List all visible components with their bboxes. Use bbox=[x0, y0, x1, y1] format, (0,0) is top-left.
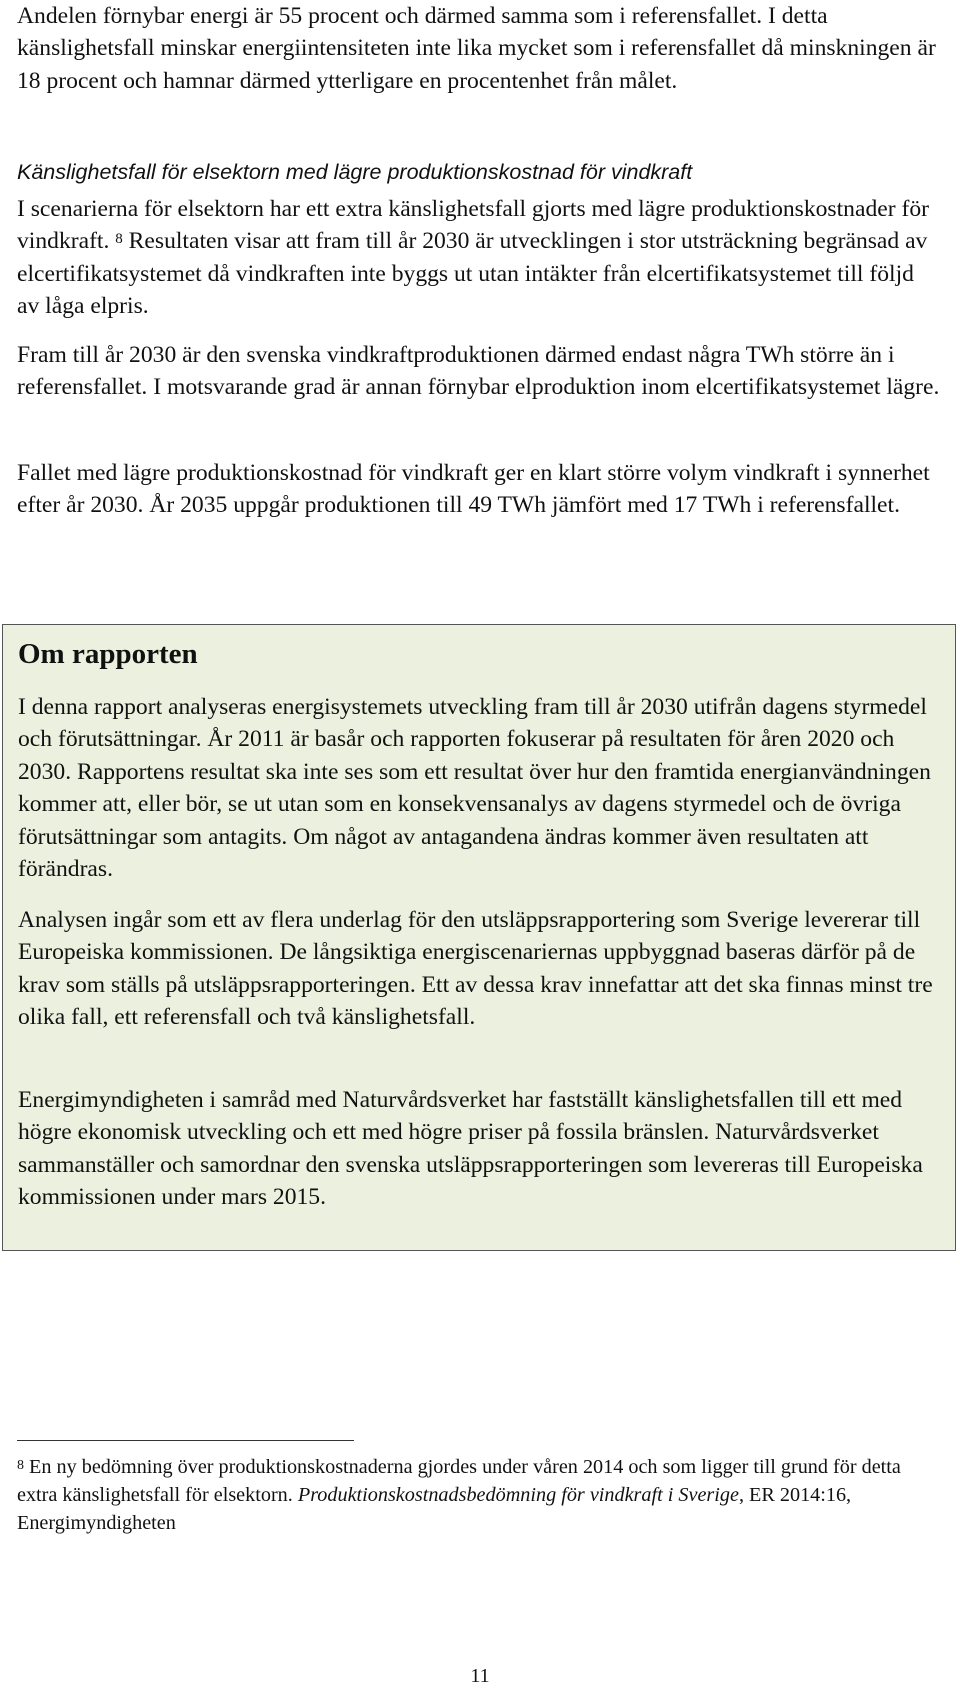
footnote-number: 8 bbox=[17, 1458, 24, 1473]
wind-paragraph-3: Fallet med lägre produktionskostnad för vindkraft ger en klart större volym vindkraft i synnerhet efter år 2030. År 2035 uppgår produktionen till 49 TWh jämfört med 17 TWh i referensfallet. bbox=[17, 460, 930, 519]
about-paragraph-1: I denna rapport analyseras energisystemets utveckling fram till år 2030 utifrån dagens styrmedel och förutsättningar. År 2011 är basår och rapporten fokuserar på resultaten för åren 2020 och 2030. Rapportens resultat ska inte ses som ett resultat över hur den framtida energianvändningen kommer att, eller bör, se ut utan som en konsekvensanalys av dagens styrmedel och de övriga förutsättningar som antagits. Om något av antagandena ändras kommer även resultaten att förändras. bbox=[18, 694, 931, 883]
footnote-separator bbox=[17, 1440, 354, 1441]
wind-paragraph-1-start: I scenarierna för elsektorn har ett extra känslighetsfall gjorts med lägre produktionskostnader för vindkraft. bbox=[17, 196, 929, 255]
section-heading: Känslighetsfall för elsektorn med lägre produktionskostnad för vindkraft bbox=[17, 160, 693, 184]
footnote-reference[interactable]: 8 bbox=[115, 231, 123, 248]
about-report-title: Om rapporten bbox=[18, 638, 198, 670]
footnote-citation-title: Produktionskostnadsbedömning för vindkraft i Sverige bbox=[297, 1484, 739, 1506]
wind-paragraph-1-end: Resultaten visar att fram till år 2030 är utvecklingen i stor utsträckning begränsad av elcertifikatsystemet då vindkraften inte byggs ut utan intäkter från elcertifikatsystemet till följd av låga elpris. bbox=[17, 228, 928, 320]
footnote bbox=[17, 1453, 942, 1537]
page-number: 11 bbox=[470, 1665, 490, 1687]
wind-paragraph-2: Fram till år 2030 är den svenska vindkraftproduktionen därmed endast några TWh större än i referensfallet. I motsvarande grad är annan förnybar elproduktion inom elcertifikatsystemet lägre. bbox=[17, 342, 940, 401]
about-report-box bbox=[2, 624, 956, 1251]
footnote-citation-rest: , ER 2014:16, Energimyndigheten bbox=[17, 1484, 852, 1534]
about-paragraph-2: Analysen ingår som ett av flera underlag för den utsläppsrapportering som Sverige levererar till Europeiska kommissionen. De långsiktiga energiscenariernas uppbyggnad baseras därför på de krav som ställs på utsläppsrapporteringen. Ett av dessa krav innefattar att det ska finnas minst tre olika fall, ett referensfall och två känslighetsfall. bbox=[18, 907, 933, 1031]
intro-paragraph: Andelen förnybar energi är 55 procent och därmed samma som i referensfallet. I detta känslighetsfall minskar energiintensiteten inte lika mycket som i referensfallet då minskningen är 18 procent och hamnar därmed ytterligare en procentenhet från målet. bbox=[17, 3, 936, 94]
wind-paragraph-1 bbox=[17, 193, 942, 323]
about-paragraph-3: Energimyndigheten i samråd med Naturvårdsverket har fastställt känslighetsfallen till ett med högre ekonomisk utveckling och ett med högre priser på fossila bränslen. Naturvårdsverket sammanställer och samordnar den svenska utsläppsrapporteringen som levereras till Europeiska kommissionen under mars 2015. bbox=[18, 1087, 923, 1211]
footnote-text: En ny bedömning över produktionskostnaderna gjordes under våren 2014 och som ligger till grund för detta extra känslighetsfall för elsektorn. bbox=[17, 1456, 901, 1506]
